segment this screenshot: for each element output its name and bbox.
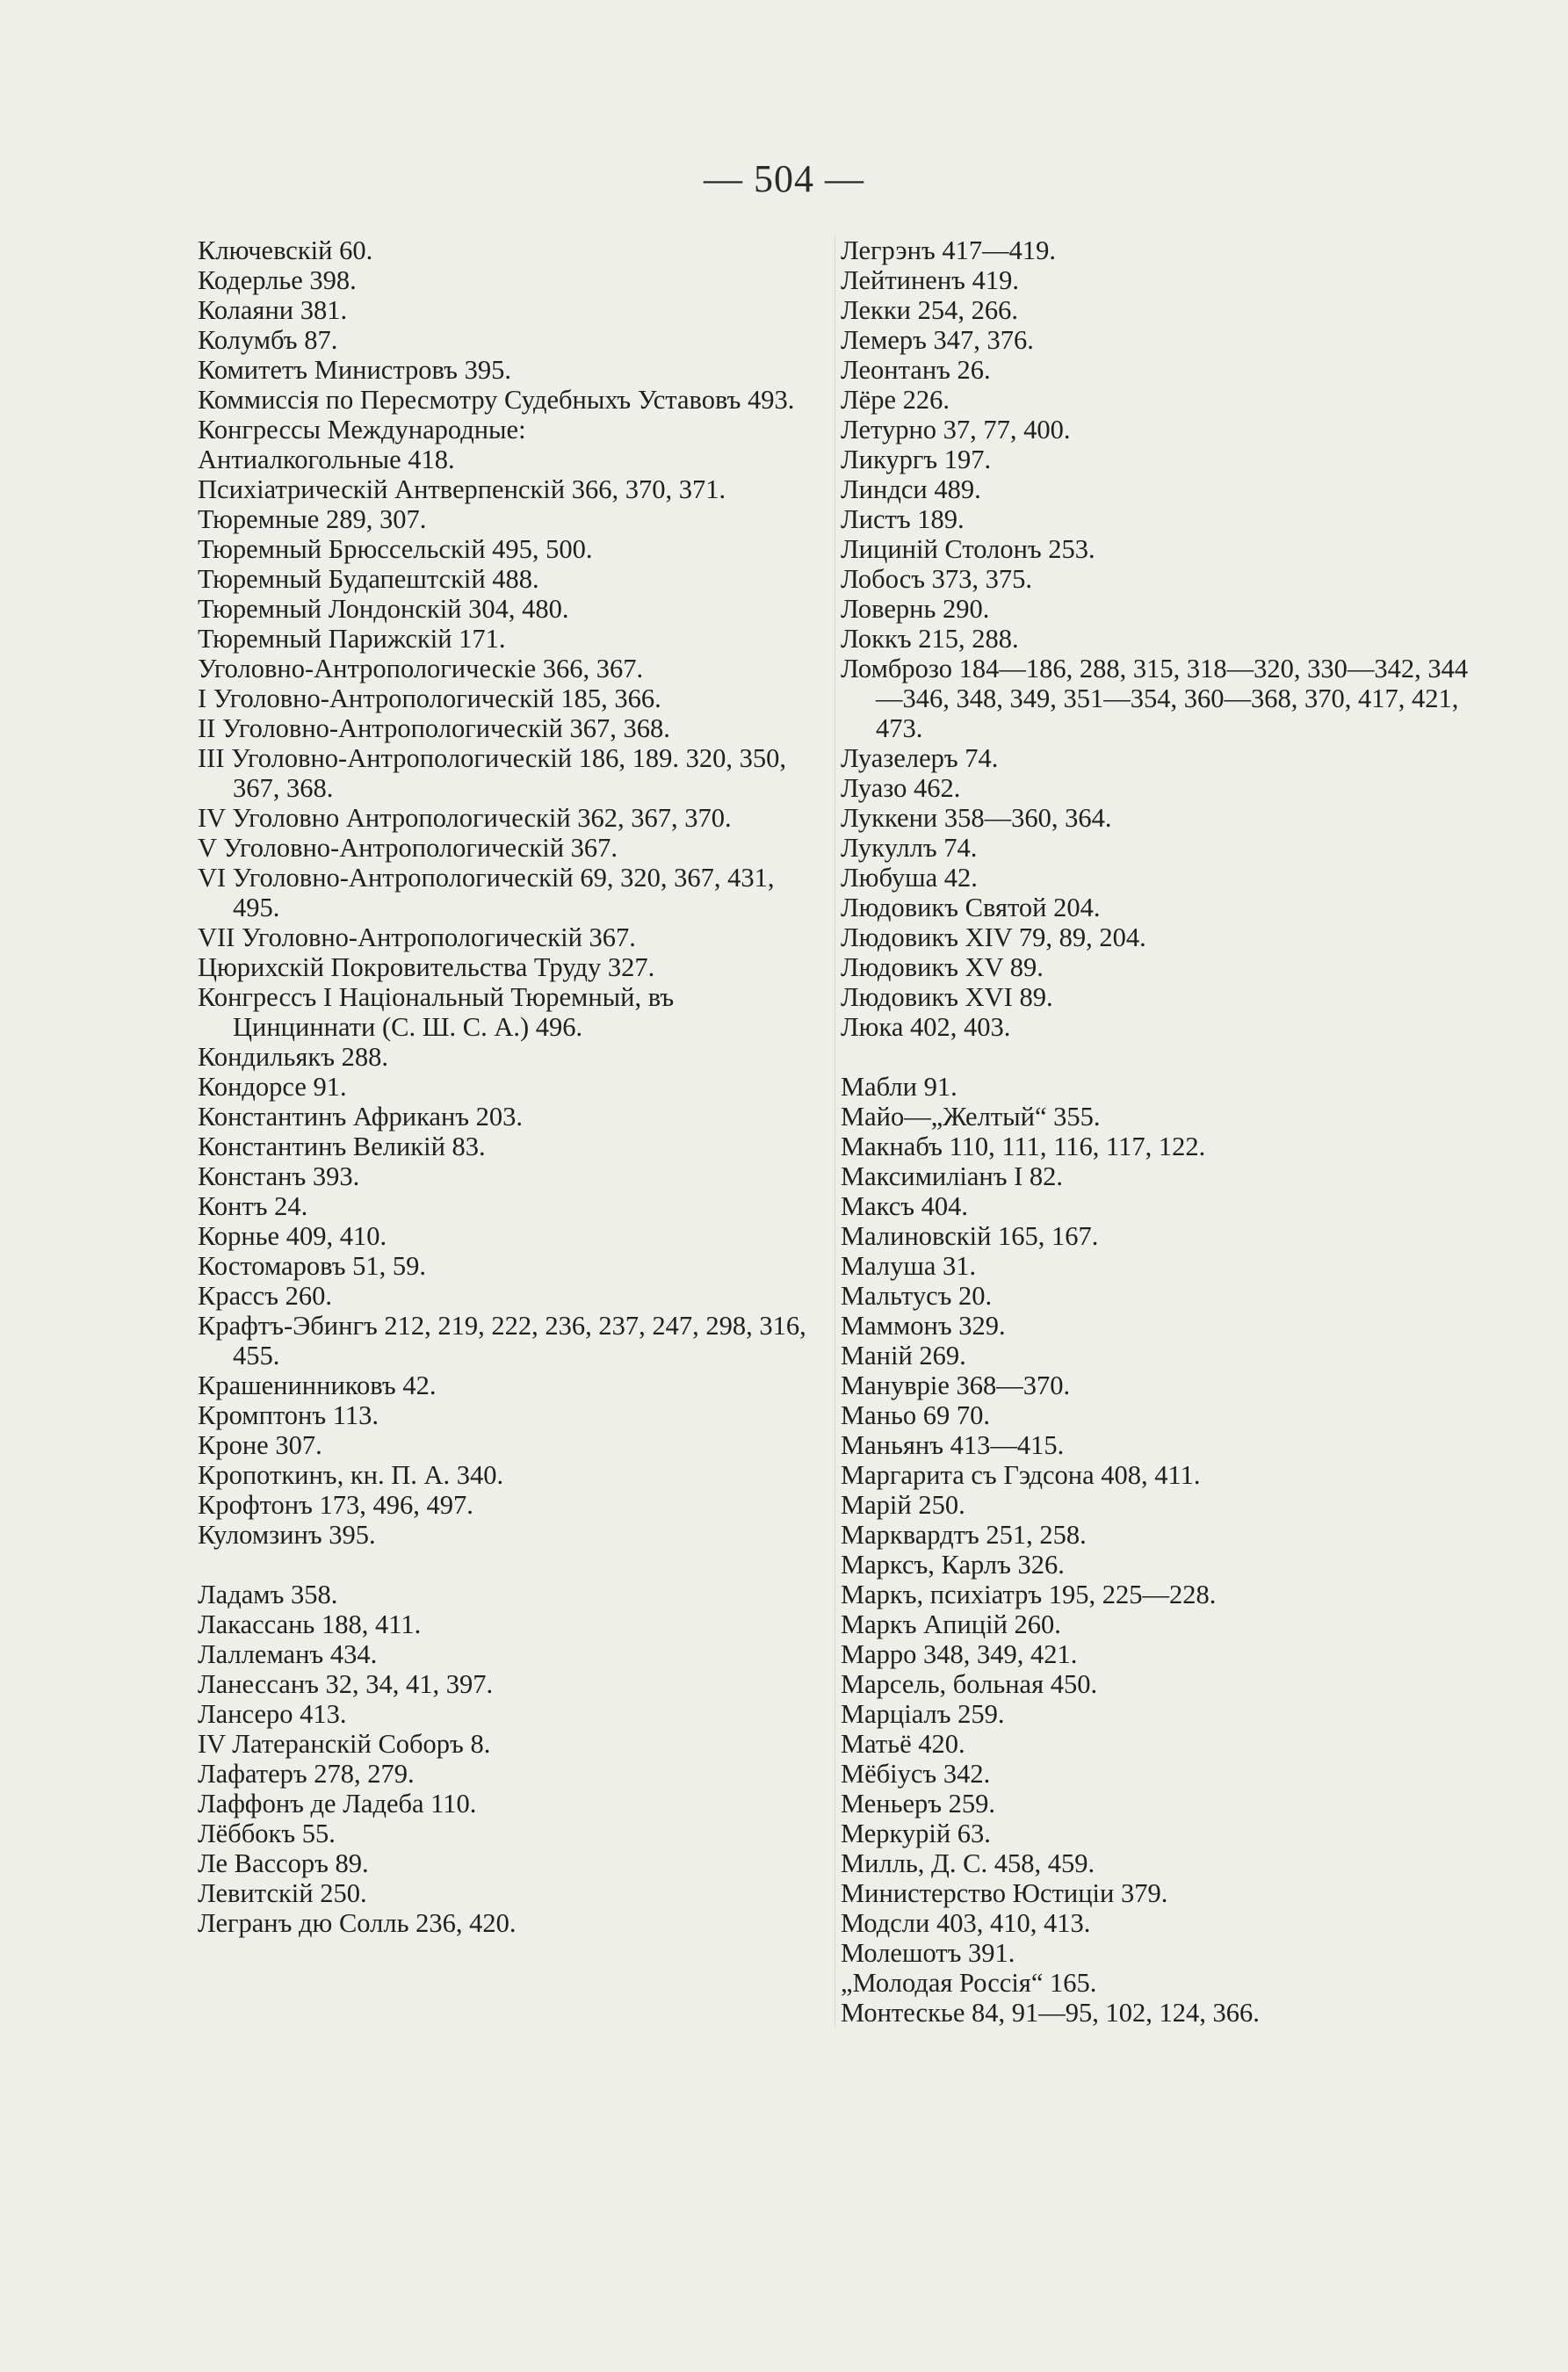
- index-entry: Марсель, больная 450.: [841, 1669, 1098, 1699]
- index-entry: Крафтъ-Эбингъ 212, 219, 222, 236, 237, 247, 298, 316, 455.: [198, 1311, 806, 1370]
- index-entry: Маммонъ 329.: [841, 1311, 1006, 1341]
- index-entry: Локкъ 215, 288.: [841, 624, 1019, 654]
- index-entry: Лёббокъ 55.: [198, 1819, 336, 1848]
- index-entry: Кондильякъ 288.: [198, 1042, 388, 1072]
- index-entry: Тюремный Брюссельскій 495, 500.: [198, 534, 593, 564]
- index-entry: Лаффонъ де Ладеба 110.: [198, 1789, 477, 1819]
- index-entry: Людовикъ XV 89.: [841, 952, 1044, 982]
- index-entry: Линдси 489.: [841, 474, 981, 504]
- index-entry: Маньянъ 413—415.: [841, 1430, 1065, 1460]
- index-entry: Луазо 462.: [841, 773, 961, 803]
- index-entry: Тюремный Будапештскій 488.: [198, 564, 539, 594]
- index-entry: Конгрессы Международные:: [198, 415, 526, 445]
- index-entry: Лёре 226.: [841, 385, 950, 415]
- index-entry: Малиновскій 165, 167.: [841, 1221, 1099, 1251]
- index-entry: IV Уголовно Антропологическій 362, 367, 370.: [198, 803, 732, 833]
- index-entry: Кондорсе 91.: [198, 1072, 347, 1102]
- index-entry: Тюремный Парижскій 171.: [198, 624, 506, 654]
- index-entry: Маргарита съ Гэдсона 408, 411.: [841, 1460, 1201, 1490]
- index-entry: Маній 269.: [841, 1341, 966, 1370]
- index-entry: Ключевскій 60.: [198, 235, 373, 265]
- index-entry: Кроне 307.: [198, 1430, 322, 1460]
- index-entry: Луккени 358—360, 364.: [841, 803, 1112, 833]
- index-entry: Меньеръ 259.: [841, 1789, 996, 1819]
- index-entry: Корнье 409, 410.: [198, 1221, 387, 1251]
- index-entry: VI Уголовно-Антропологическій 69, 320, 367, 431, 495.: [198, 863, 775, 922]
- index-entry: Монтескье 84, 91—95, 102, 124, 366.: [841, 1998, 1260, 2028]
- index-entry: Уголовно-Антропологическіе 366, 367.: [198, 654, 644, 683]
- index-entry: Психіатрическій Антверпенскій 366, 370, 371.: [198, 474, 726, 504]
- index-entry: Левитскій 250.: [198, 1878, 367, 1908]
- index-entry: Мёбіусъ 342.: [841, 1759, 991, 1789]
- index-entry: Легранъ дю Солль 236, 420.: [198, 1908, 517, 1938]
- index-entry: Кромптонъ 113.: [198, 1400, 379, 1430]
- index-entry: II Уголовно-Антропологическій 367, 368.: [198, 713, 670, 743]
- index-entry: Ловернь 290.: [841, 594, 990, 624]
- index-entry: Лакассань 188, 411.: [198, 1609, 422, 1639]
- index-entry: Лемеръ 347, 376.: [841, 325, 1034, 355]
- index-entry: III Уголовно-Антропологическій 186, 189. 320, 350, 367, 368.: [198, 743, 787, 803]
- index-entry: Лейтиненъ 419.: [841, 265, 1019, 295]
- index-entry: Контъ 24.: [198, 1191, 308, 1221]
- index-entry: Мабли 91.: [841, 1072, 957, 1102]
- index-entry: Марро 348, 349, 421.: [841, 1639, 1078, 1669]
- index-entry: Марій 250.: [841, 1490, 965, 1520]
- index-entry: Констанъ 393.: [198, 1161, 360, 1191]
- index-entry: Майо—„Желтый“ 355.: [841, 1102, 1101, 1132]
- index-entry: Константинъ Африканъ 203.: [198, 1102, 524, 1132]
- index-entry: Люка 402, 403.: [841, 1012, 1011, 1042]
- index-entry: Людовикъ XIV 79, 89, 204.: [841, 922, 1146, 952]
- index-entry: Леонтанъ 26.: [841, 355, 991, 385]
- index-entry: Лаллеманъ 434.: [198, 1639, 378, 1669]
- index-entry: Милль, Д. С. 458, 459.: [841, 1848, 1095, 1878]
- index-entry: „Молодая Россія“ 165.: [841, 1968, 1097, 1998]
- index-entry: Марціалъ 259.: [841, 1699, 1005, 1729]
- index-entry: Коммиссія по Пересмотру Судебныхъ Уставовъ 493.: [198, 385, 795, 415]
- index-entry: Константинъ Великій 83.: [198, 1132, 486, 1161]
- index-entry: I Уголовно-Антропологическій 185, 366.: [198, 683, 661, 713]
- index-entry: Матьё 420.: [841, 1729, 965, 1759]
- index-column-right: [835, 235, 1473, 2028]
- index-entry: Любуша 42.: [841, 863, 978, 893]
- index-entry: Манувріе 368—370.: [841, 1370, 1071, 1400]
- index-entry: Ле Вассоръ 89.: [198, 1848, 369, 1878]
- index-entry: Цюрихскій Покровительства Труду 327.: [198, 952, 655, 982]
- index-entry: Максимиліанъ I 82.: [841, 1161, 1064, 1191]
- section-gap: [841, 1042, 1473, 1072]
- index-entry: VII Уголовно-Антропологическій 367.: [198, 922, 636, 952]
- page-number: — 504 —: [704, 157, 864, 200]
- index-entry: Лобосъ 373, 375.: [841, 564, 1033, 594]
- index-entry: IV Латеранскій Соборъ 8.: [198, 1729, 491, 1759]
- index-entry: Маркъ, психіатръ 195, 225—228.: [841, 1580, 1217, 1609]
- index-entry: Лансеро 413.: [198, 1699, 347, 1729]
- index-entry: Лукуллъ 74.: [841, 833, 978, 863]
- index-entry: Макнабъ 110, 111, 116, 117, 122.: [841, 1132, 1206, 1161]
- index-entry: Мальтусъ 20.: [841, 1281, 993, 1311]
- index-entry: Летурно 37, 77, 400.: [841, 415, 1071, 445]
- index-entry: Крассъ 260.: [198, 1281, 332, 1311]
- index-entry: Молешотъ 391.: [841, 1938, 1015, 1968]
- index-entry: Тюремные 289, 307.: [198, 504, 427, 534]
- index-entry: Тюремный Лондонскій 304, 480.: [198, 594, 569, 624]
- index-entry: Марквардтъ 251, 258.: [841, 1520, 1087, 1550]
- index-entry: Людовикъ Святой 204.: [841, 893, 1101, 922]
- index-entry: Малуша 31.: [841, 1251, 977, 1281]
- index-entry: Куломзинъ 395.: [198, 1520, 376, 1550]
- index-entry: Кропоткинъ, кн. П. А. 340.: [198, 1460, 504, 1490]
- index-entry: Луазелеръ 74.: [841, 743, 999, 773]
- index-entry: Крофтонъ 173, 496, 497.: [198, 1490, 473, 1520]
- index-entry: Комитетъ Министровъ 395.: [198, 355, 511, 385]
- index-entry: Колумбъ 87.: [198, 325, 338, 355]
- index-entry: Колаяни 381.: [198, 295, 348, 325]
- index-entry: V Уголовно-Антропологическій 367.: [198, 833, 618, 863]
- index-entry: Модсли 403, 410, 413.: [841, 1908, 1091, 1938]
- index-entry: Людовикъ XVI 89.: [841, 982, 1053, 1012]
- index-entry: Крашенинниковъ 42.: [198, 1370, 437, 1400]
- section-gap: [198, 1550, 821, 1580]
- index-column-left: [198, 235, 821, 1938]
- index-entry: Ладамъ 358.: [198, 1580, 338, 1609]
- index-entry: Конгрессъ I Національный Тюремный, въ Цинциннати (С. Ш. С. А.) 496.: [198, 982, 675, 1042]
- index-entry: Меркурій 63.: [841, 1819, 991, 1848]
- index-entry: Легрэнъ 417—419.: [841, 235, 1056, 265]
- index-entry: Ликургъ 197.: [841, 445, 992, 474]
- index-entry: Листъ 189.: [841, 504, 965, 534]
- index-entry: Лафатеръ 278, 279.: [198, 1759, 415, 1789]
- index-entry: Маньо 69 70.: [841, 1400, 991, 1430]
- index-entry: Антиалкогольные 418.: [198, 445, 455, 474]
- index-entry: Марксъ, Карлъ 326.: [841, 1550, 1065, 1580]
- index-entry: Лициній Столонъ 253.: [841, 534, 1095, 564]
- index-entry: Лекки 254, 266.: [841, 295, 1018, 325]
- index-entry: Ломброзо 184—186, 288, 315, 318—320, 330—342, 344—346, 348, 349, 351—354, 360—368, 370, 417, 421, 473.: [841, 654, 1469, 743]
- index-entry: Костомаровъ 51, 59.: [198, 1251, 427, 1281]
- index-entry: Маркъ Апицій 260.: [841, 1609, 1061, 1639]
- index-entry: Ланессанъ 32, 34, 41, 397.: [198, 1669, 494, 1699]
- index-entry: Министерство Юстиціи 379.: [841, 1878, 1168, 1908]
- index-entry: Кодерлье 398.: [198, 265, 357, 295]
- index-entry: Максъ 404.: [841, 1191, 969, 1221]
